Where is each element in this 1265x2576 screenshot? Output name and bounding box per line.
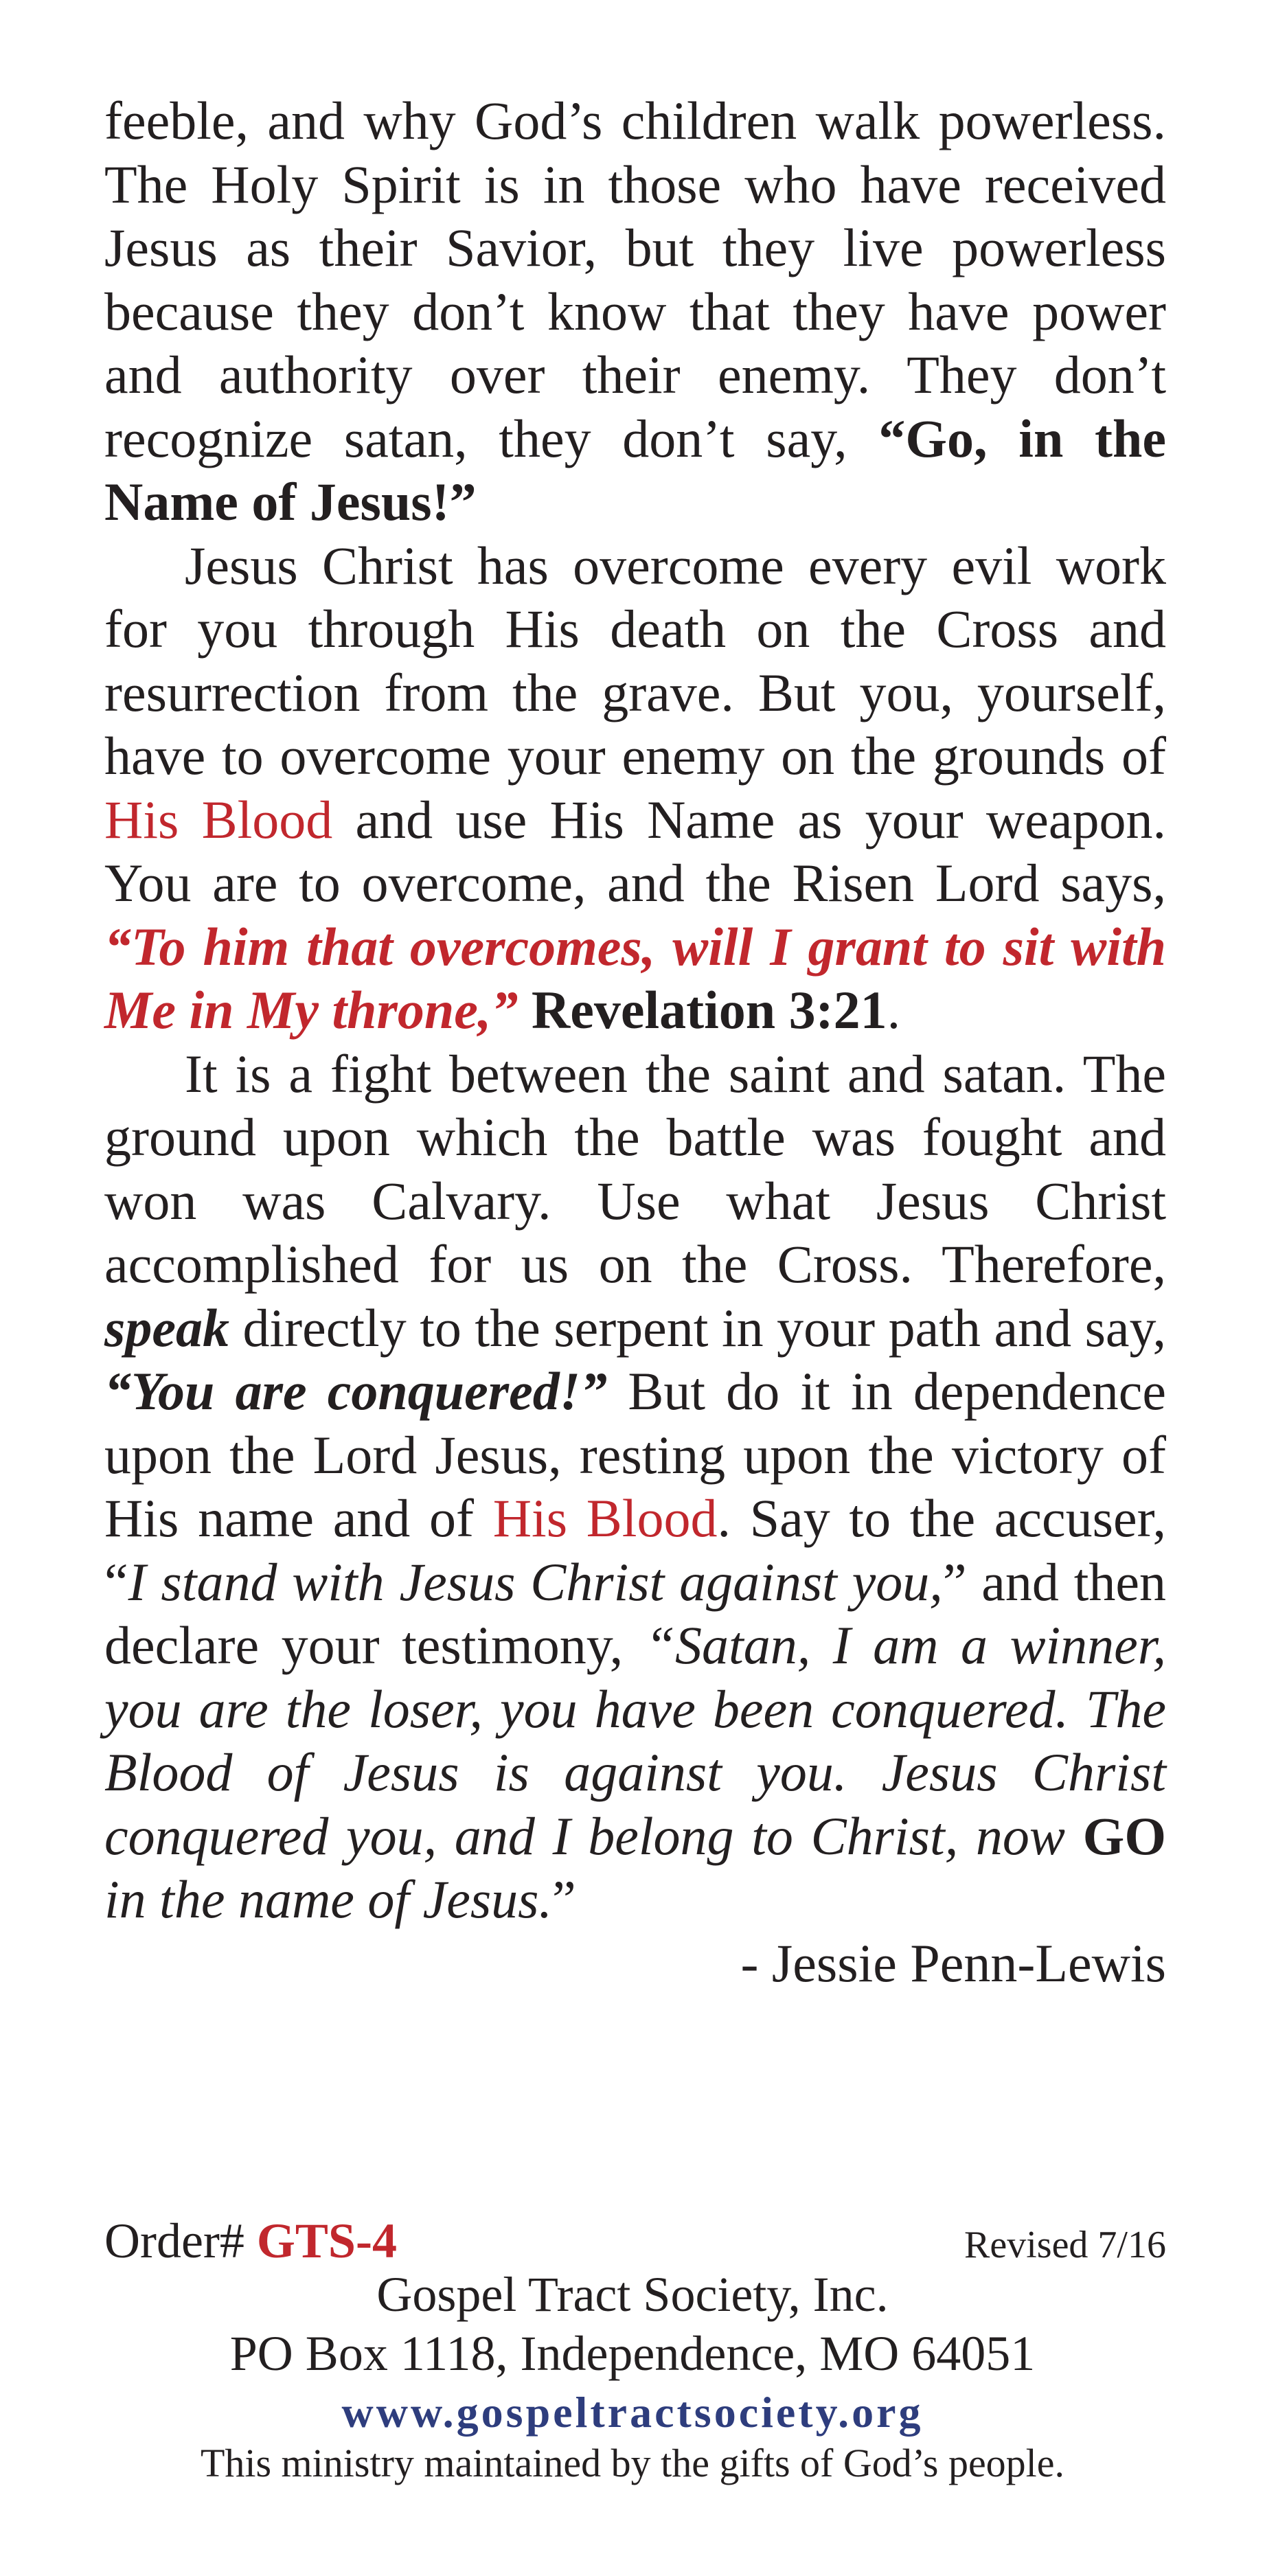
conquered-quote: “You are conquered!” bbox=[104, 1361, 608, 1421]
paragraph-text: and use His Name as your weapon. You are to overcome, and the Risen Lord says, bbox=[104, 789, 1166, 913]
paragraph-text: . Say to the accuser, “ bbox=[104, 1488, 1166, 1612]
order-number bbox=[104, 2213, 397, 2270]
paragraph-text: directly to the serpent in your path and say, bbox=[229, 1297, 1166, 1358]
revised-date: Revised 7/16 bbox=[964, 2224, 1166, 2266]
tract-body bbox=[104, 89, 1166, 1995]
order-code: GTS-4 bbox=[256, 2213, 397, 2268]
order-label: Order# bbox=[104, 2213, 257, 2268]
name-of-jesus-quote: “Go, in the Name of Jesus!” bbox=[104, 408, 1167, 532]
scripture-quote: “To him that overcomes, will I grant to sit with Me in My throne,” bbox=[104, 916, 1166, 1040]
testimony-quote-end: in the name of Jesus. bbox=[104, 1869, 553, 1929]
paragraph-text: ” and then declare your testimony, bbox=[104, 1551, 1166, 1675]
website-link[interactable]: www.gospeltractsociety.org bbox=[341, 2388, 924, 2437]
order-row bbox=[104, 2213, 1166, 2270]
paragraph-text: Jesus Christ has overcome every evil work for you through His death on the Cross and resurrection from the grave. But you, yourself, have to overcome your enemy on the grounds of bbox=[104, 535, 1166, 786]
attribution: - Jessie Penn-Lewis bbox=[740, 1933, 1166, 1993]
paragraph-2 bbox=[104, 534, 1166, 1042]
scripture-reference: Revelation 3:21 bbox=[531, 980, 887, 1040]
paragraph-text: It is a fight between the saint and satan. The ground upon which the battle was fought and won was Calvary. Use what Jesus Christ accomplished for us on the Cross. Therefore, bbox=[104, 1043, 1166, 1294]
paragraph-text: feeble, and why God’s children walk powerless. The Holy Spirit is in those who have received Jesus as their Savior, but they live powerless because they don’t know that they have power and authority over their enemy. They don’t recognize satan, they don’t say, bbox=[104, 91, 1166, 468]
paragraph-1 bbox=[104, 89, 1166, 534]
stand-with-jesus-quote: I stand with Jesus Christ against you, bbox=[128, 1551, 943, 1612]
go-emphasis: GO bbox=[1082, 1805, 1166, 1866]
paragraph-text: . bbox=[887, 980, 901, 1040]
paragraph-text: But do it in dependence upon the Lord Jesus, resting upon the victory of His name and of bbox=[104, 1361, 1167, 1548]
paragraph-3 bbox=[104, 1042, 1166, 1932]
ministry-note: This ministry maintained by the gifts of God’s people. bbox=[200, 2441, 1065, 2485]
speak-emphasis: speak bbox=[104, 1297, 229, 1358]
organization-name: Gospel Tract Society, Inc. bbox=[376, 2267, 889, 2322]
his-blood-highlight: His Blood bbox=[492, 1488, 718, 1548]
testimony-quote: “Satan, I am a winner, you are the loser, you have been conquered. The Blood of Jesus is against you. Jesus Christ conquered you, and I belong to Christ, now bbox=[104, 1615, 1166, 1866]
his-blood-highlight: His Blood bbox=[104, 789, 333, 850]
paragraph-text bbox=[518, 980, 532, 1040]
paragraph-text: ” bbox=[552, 1869, 576, 1929]
mailing-address: PO Box 1118, Independence, MO 64051 bbox=[229, 2326, 1036, 2381]
